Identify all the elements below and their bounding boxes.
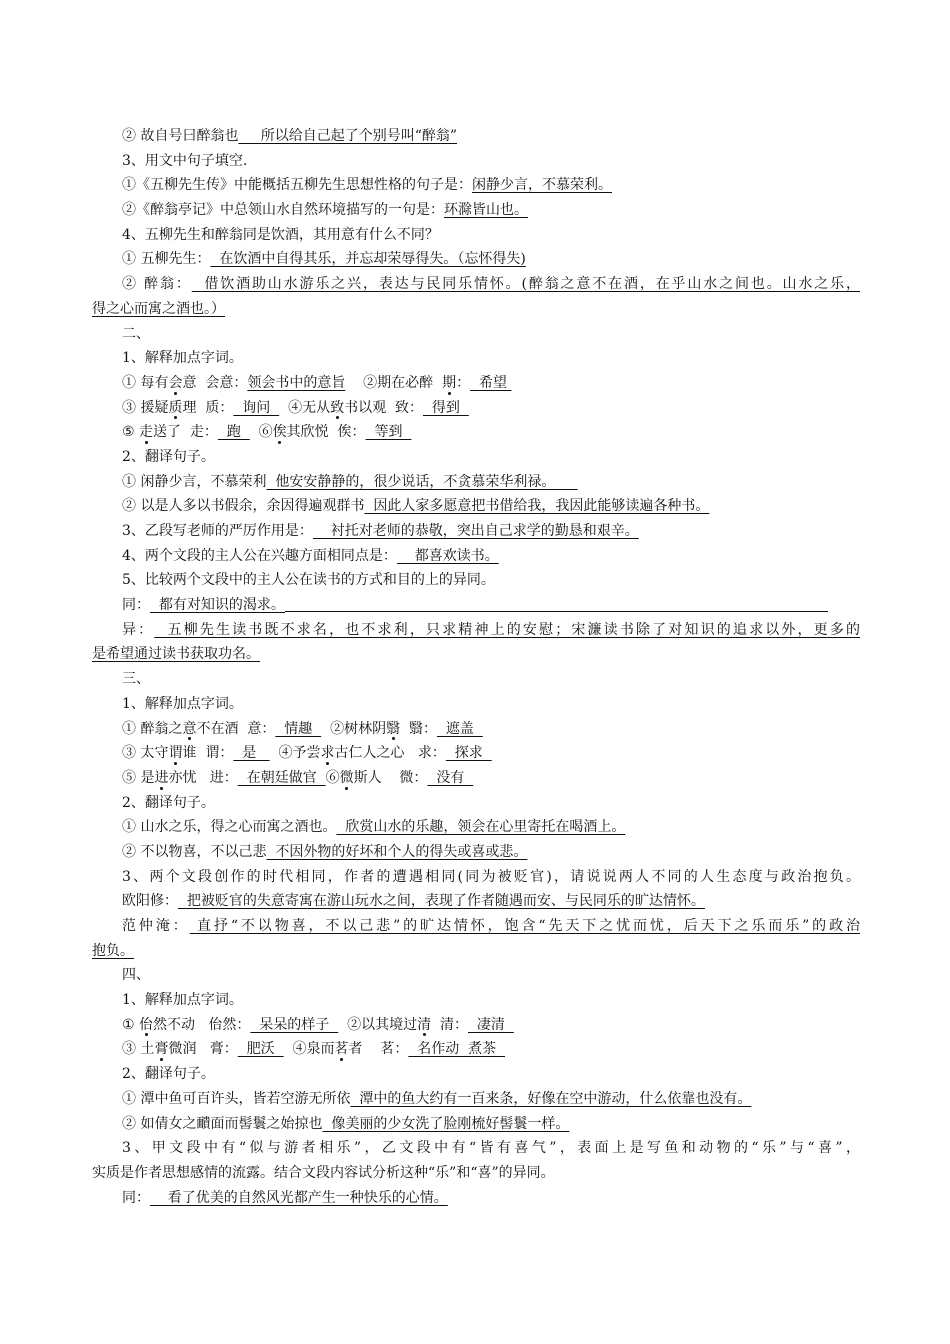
question-text: 异：: [122, 621, 155, 638]
question-text: ④予尝: [269, 745, 321, 762]
question-text: 1、解释加点字词。: [122, 350, 243, 367]
underlined-answer: 把被贬官的失意寄寓在游山玩水之间，表现了作者随遇而安、与民同乐的旷达情怀。: [178, 893, 705, 910]
dotted-key-character: 意: [182, 717, 196, 742]
question-text: 4、五柳先生和醉翁同是饮酒，其用意有什么不同？: [122, 226, 439, 243]
dotted-key-character: 微: [340, 766, 354, 791]
text-line: [0, 1037, 950, 1062]
question-text: ② 以是人多以书假余，余因得遍观群书: [122, 498, 365, 515]
question-text: 不在酒 意：: [196, 720, 276, 737]
question-text: 二、: [122, 325, 150, 342]
question-text: 书以观 致：: [344, 399, 423, 416]
text-line: [0, 272, 860, 297]
question-text: 3、乙段写老师的严厉作用是：: [122, 523, 313, 539]
text-line: [0, 1112, 950, 1137]
underlined-answer: 等到: [365, 424, 412, 441]
question-text: ③ 援疑: [122, 399, 169, 416]
question-text: 微润 膏：: [168, 1041, 238, 1058]
underlined-answer: 情趣: [275, 720, 322, 737]
question-text: 1、解释加点字词。: [122, 992, 243, 1009]
text-line: [0, 618, 860, 643]
question-text: ⑤ 是: [122, 769, 155, 786]
question-text: 然不动 佁然：: [153, 1016, 251, 1033]
text-line: [0, 963, 950, 988]
text-line: [0, 766, 950, 791]
question-text: ② 如倩女之靧面而髻鬟之始掠也: [122, 1115, 323, 1132]
dotted-key-character: 致: [330, 396, 344, 421]
text-line: [0, 889, 950, 914]
text-line: [0, 494, 950, 519]
question-text: ：: [456, 374, 471, 391]
underlined-answer: 衬托对老师的恭敬，突出自己求学的勤恳和艰辛。: [312, 523, 639, 539]
text-line: [0, 544, 950, 569]
dotted-key-character: 翳: [386, 717, 400, 742]
underlined-answer: 得到: [422, 399, 469, 416]
text-line: [0, 124, 950, 149]
answer-sheet: [0, 124, 950, 1210]
question-text: 者 茗：: [348, 1041, 409, 1058]
question-text: 2、翻译句子。: [122, 448, 215, 465]
question-text: 3、两个文段创作的时代相同，作者的遭遇相同(同为被贬官)，请说说两人不同的人生态度与政治抱负。: [122, 868, 860, 885]
text-line: [0, 568, 950, 593]
question-text: 5、比较两个文段中的主人公在读书的方式和目的上的异同。: [122, 572, 495, 589]
underlined-answer: 所以给自己起了个别号叫“醉翁”: [238, 128, 458, 144]
dotted-key-character: 求: [321, 741, 335, 766]
question-text: 1、解释加点字词。: [122, 695, 243, 712]
underlined-answer: 询问: [233, 399, 280, 416]
question-text: ②以其境过: [338, 1016, 418, 1033]
question-text: ① 潭中鱼可百许头，皆若空游无所依: [122, 1090, 351, 1107]
underlined-answer: 因此人家多愿意把书借给我，我因此能够读遍各种书。: [364, 498, 710, 515]
text-line: [0, 717, 950, 742]
dotted-key-character: 会: [168, 371, 182, 396]
question-text: 古仁人之心 求：: [334, 745, 446, 762]
text-line: [0, 1161, 950, 1186]
text-line: [0, 149, 950, 174]
question-text: ② 不以物喜，不以己悲: [122, 843, 267, 860]
question-text: 2、翻译句子。: [122, 794, 215, 811]
underlined-answer: 凄清: [468, 1016, 514, 1033]
text-line: [0, 1186, 950, 1211]
text-line: [0, 198, 950, 223]
question-text: ① 每有: [122, 374, 169, 391]
question-text: 翳：: [400, 720, 437, 737]
text-line: [0, 914, 860, 939]
underlined-answer: 得之心而寓之酒也。）: [92, 300, 225, 317]
question-text: ②《醉翁亭记》中总领山水自然环境描写的一句是：: [122, 202, 444, 219]
text-line: [0, 297, 950, 322]
question-text: ⑥: [249, 424, 273, 441]
question-text: 斯人 微：: [353, 769, 428, 786]
text-line: [0, 1087, 950, 1112]
text-line: [0, 815, 950, 840]
underlined-answer: 没有: [427, 769, 474, 786]
text-line: [0, 593, 950, 618]
question-text: ④无从: [279, 399, 331, 416]
text-line: [0, 445, 950, 470]
text-line: [0, 470, 950, 495]
question-text: ② 故自号曰醉翁也: [122, 128, 239, 144]
text-line: [0, 939, 950, 964]
question-text: 亦忧 进：: [168, 769, 238, 786]
text-line: [0, 322, 950, 347]
text-line: [0, 741, 950, 766]
text-line: [0, 371, 950, 396]
underlined-answer: 呆呆的样子: [250, 1016, 339, 1033]
underlined-answer: 是希望通过读书获取功名。: [92, 646, 260, 663]
underlined-answer: 探求: [445, 745, 492, 762]
question-text: 3、甲文段中有“似与游者相乐”，乙文段中有“皆有喜气”，表面上是写鱼和动物的“乐”与“喜”，: [122, 1140, 860, 1157]
question-text: 送了 走：: [153, 424, 218, 441]
text-line: [0, 840, 950, 865]
text-line: [0, 865, 860, 890]
dotted-key-character: 期: [442, 371, 456, 396]
question-text: 实质是作者思想感情的流露。结合文段内容试分析这种“乐”和“喜”的异同。: [92, 1164, 555, 1181]
question-text: ④泉而: [283, 1041, 335, 1058]
dotted-key-character: 质: [168, 396, 182, 421]
question-text: 同：: [122, 1189, 150, 1206]
underlined-answer: 领会书中的意旨: [247, 374, 346, 391]
question-text: 4、两个文段的主人公在兴趣方面相同点是：: [122, 547, 397, 564]
underlined-answer: 环滁皆山也。: [444, 202, 528, 219]
question-text: ②期在必醉: [345, 374, 443, 391]
question-text: ③ 土: [122, 1041, 155, 1058]
dotted-key-character: 清: [417, 1013, 431, 1038]
underlined-answer: 他安安静静的，很少说话，不贪慕荣华利禄。: [266, 473, 578, 490]
text-line: [0, 346, 950, 371]
underlined-answer: 在朝廷做官: [237, 769, 326, 786]
question-text: ⑥: [325, 769, 340, 786]
text-line: [0, 173, 950, 198]
underlined-answer: 抱负。: [92, 942, 134, 959]
text-line: [0, 988, 950, 1013]
question-text: 同：: [122, 597, 150, 614]
question-text: 其欣悦 俟：: [286, 424, 366, 441]
question-text: ②树林阴: [321, 720, 387, 737]
question-text: 三、: [122, 671, 150, 688]
text-line: [0, 396, 950, 421]
underlined-answer: 看了优美的自然风光都产生一种快乐的心情。: [150, 1189, 448, 1206]
text-line: [0, 1062, 950, 1087]
text-line: [0, 667, 950, 692]
question-text: ①《五柳先生传》中能概括五柳先生思想性格的句子是：: [122, 177, 472, 194]
text-line: [0, 692, 950, 717]
question-text: ② 醉翁：: [122, 276, 192, 293]
underlined-answer: 闲静少言，不慕荣利。: [472, 177, 612, 194]
dotted-key-character: 谓: [168, 741, 182, 766]
dotted-key-character: 俟: [273, 420, 287, 445]
dotted-key-character: 进: [154, 766, 168, 791]
question-text: 清：: [431, 1016, 468, 1033]
question-text: ① 闲静少言，不慕荣利: [122, 473, 267, 490]
text-line: [0, 1013, 950, 1038]
underlined-answer: 潭中的鱼大约有一百来条，好像在空中游动，什么依靠也没有。: [350, 1090, 752, 1107]
text-line: [0, 519, 950, 544]
underlined-answer: 是: [233, 745, 270, 762]
text-line: [0, 247, 950, 272]
underlined-answer: 遮盖: [436, 720, 483, 737]
question-text: 理 质：: [182, 399, 234, 416]
question-text: 谁 谓：: [182, 745, 234, 762]
underlined-answer: 欣赏山水的乐趣，领会在心里寄托在喝酒上。: [336, 819, 626, 836]
underlined-answer: 名作动 煮茶: [408, 1041, 506, 1058]
underlined-answer: 肥沃: [237, 1041, 284, 1058]
text-line: [0, 1136, 860, 1161]
question-text: 范仲淹：: [122, 918, 190, 934]
question-text: 意 会意：: [182, 374, 248, 391]
text-line: [0, 223, 950, 248]
question-text: 四、: [122, 967, 150, 984]
underlined-answer: 希望: [470, 374, 512, 391]
question-text: ① 五柳先生：: [122, 251, 211, 268]
underlined-answer: 五柳先生读书既不求名，也不求利，只求精神上的安慰；宋濂读书除了对知识的追求以外，更多的: [154, 621, 860, 638]
dotted-key-character: 茗: [335, 1037, 349, 1062]
answer-blank-fill: [285, 593, 828, 612]
dotted-key-character: 走: [139, 420, 153, 445]
underlined-answer: 借饮酒助山水游乐之兴，表达与民同乐情怀。(醉翁之意不在酒，在乎山水之间也。山水之乐，: [191, 276, 860, 293]
question-text: 2、翻译句子。: [122, 1066, 215, 1083]
question-text: 3、用文中句子填空.: [122, 152, 248, 169]
question-text: ①: [122, 1016, 140, 1033]
dotted-key-character: 佁: [139, 1013, 153, 1038]
question-text: 欧阳修：: [122, 893, 178, 910]
underlined-answer: 在饮酒中自得其乐，并忘却荣辱得失。（忘怀得失): [210, 251, 526, 268]
underlined-answer: 像美丽的少女洗了脸刚梳好髻鬟一样。: [322, 1115, 570, 1132]
text-line: [0, 791, 950, 816]
question-text: ⑤: [122, 424, 140, 441]
underlined-answer: 都有对知识的渴求。: [150, 597, 285, 614]
underlined-answer: 不因外物的好坏和个人的得失或喜或悲。: [266, 843, 528, 860]
text-line: [0, 642, 950, 667]
underlined-answer: 直抒“不以物喜，不以己悲”的旷达情怀，饱含“先天下之忧而忧，后天下之乐而乐”的政治: [189, 918, 861, 934]
dotted-key-character: 膏: [154, 1037, 168, 1062]
underlined-answer: 跑: [217, 424, 250, 441]
underlined-answer: 都喜欢读书。: [396, 547, 499, 564]
question-text: ③ 太守: [122, 745, 169, 762]
question-text: ① 醉翁之: [122, 720, 183, 737]
question-text: ① 山水之乐，得之心而寓之酒也。: [122, 819, 337, 836]
text-line: [0, 420, 950, 445]
